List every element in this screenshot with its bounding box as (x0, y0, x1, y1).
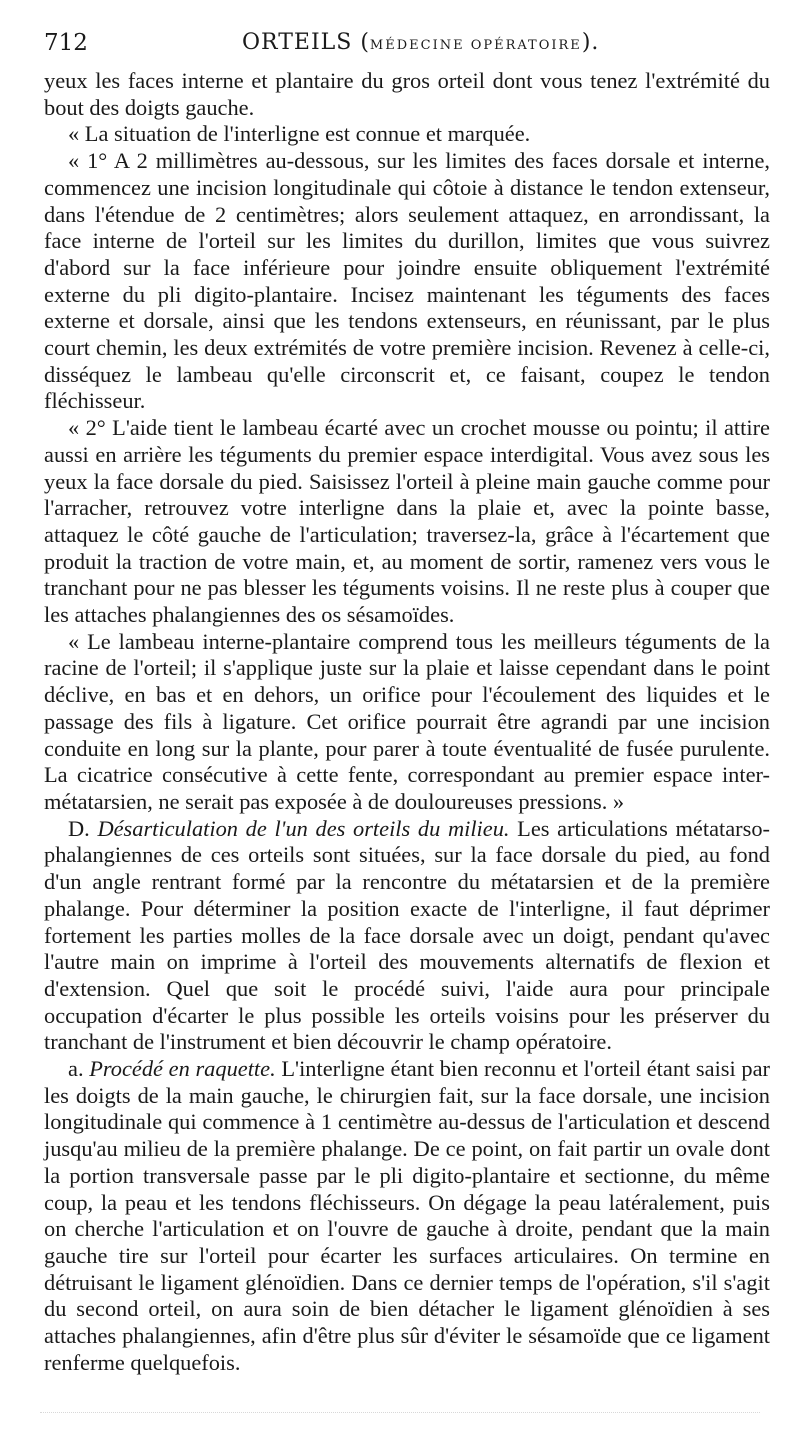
subsection-letter: a. (68, 1056, 90, 1082)
paragraph-continuation: yeux les faces interne et plantaire du gros orteil dont vous tenez l'extrémité du bout des doigts gauche. (44, 68, 770, 120)
paragraph: « 1° A 2 millimètres au-dessous, sur les limites des faces dorsale et interne, commencez une incision longitudinale qui côtoie à distance le tendon extenseur, dans l'étendue de 2 centimètres; alors seulement attaquez, en arrondissant, la face interne de l'orteil sur les limites du durillon, limites que vous suivrez d'abord sur la face inférieure pour joindre ensuite obliquement l'extrémité externe du pli digito-plantaire. Incisez maintenant les téguments des faces externe et dorsale, ainsi que les tendons extenseurs, en réunissant, par le plus court chemin, les deux extrémités de votre première incision. Revenez à celle-ci, disséquez le lambeau qu'elle circonscrit et, ce faisant, coupez le tendon fléchisseur. (44, 148, 770, 414)
subsection-paragraph (44, 1056, 770, 1376)
body-text (44, 68, 770, 1376)
running-title (242, 30, 599, 55)
running-title-open: ( (352, 30, 370, 55)
subsection-heading: Procédé en raquette. (89, 1056, 276, 1082)
subsection-text: L'interligne étant bien reconnu et l'orteil étant saisi par les doigts de la main gauche, le chirurgien fait, sur la face dorsale, une incision longitudinale qui commence à 1 centimètre au-dessus de l'articulation et descend jusqu'au milieu de la première phalange. De ce point, on fait partir un ovale dont la portion transversale passe par le pli digito-plantaire et sectionne, du même coup, la peau et les tendons fléchisseurs. On dégage la peau latéralement, puis on cherche l'articulation et on l'ouvre de gauche à droite, pendant que la main gauche tire sur l'orteil pour écarter les surfaces articulaires. On termine en détruisant le ligament glénoïdien. Dans ce dernier temps de l'opération, s'il s'agit du second orteil, on aura soin de bien détacher le ligament glénoïdien à ses attaches phalangiennes, afin d'être plus sûr d'éviter le sésamoïde que ce ligament renferme quelquefois. (44, 1056, 770, 1375)
section-letter: D. (68, 815, 98, 841)
paragraph: « Le lambeau interne-plantaire comprend tous les meilleurs téguments de la racine de l'orteil; il s'applique juste sur la plaie et laisse cependant dans le point déclive, en bas et en dehors, un orifice pour l'écoulement des liquides et le passage des fils à ligature. Cet orifice pourrait être agrandi par une incision conduite en long sur la plante, pour parer à toute éventualité de fusée purulente. La cicatrice consécutive à cette fente, correspondant au premier espace inter-métatarsien, ne serait pas exposée à de douloureuses pressions. » (44, 628, 770, 814)
running-title-main: ORTEILS (242, 30, 353, 55)
page-number: 712 (44, 30, 88, 56)
running-title-subtitle: MÉDECINE OPÉRATOIRE (369, 38, 582, 53)
running-title-close: ). (581, 30, 600, 55)
section-text: Les articulations métatarso-phalangiennes de ces orteils sont situées, sur la face dorsale du pied, au fond d'un angle rentrant formé par la rencontre du métatarsien et de la première phalange. Pour déterminer la position exacte de l'interligne, il faut déprimer fortement les parties molles de la face dorsale avec un doigt, pendant qu'avec l'autre main on imprime à l'orteil des mouvements alternatifs de flexion et d'extension. Quel que soit le procédé suivi, l'aide aura pour principale occupation d'écarter le plus possible les orteils voisins pour les préserver du tranchant de l'instrument et bien découvrir le champ opératoire. (44, 815, 770, 1055)
section-paragraph (44, 816, 770, 1056)
paragraph: « La situation de l'interligne est connue et marquée. (68, 121, 531, 147)
paragraph: « 2° L'aide tient le lambeau écarté avec un crochet mousse ou pointu; il attire aussi en arrière les téguments du premier espace interdigital. Vous avez sous les yeux la face dorsale du pied. Saisissez l'orteil à pleine main gauche comme pour l'arracher, retrouvez votre interligne dans la plaie et, avec la pointe basse, attaquez le côté gauche de l'articulation; traversez-la, grâce à l'écartement que produit la traction de votre main, et, au moment de sortir, ramenez vers vous le tranchant pour ne pas blesser les téguments voisins. Il ne reste plus à couper que les attaches phalangiennes des os sésamoïdes. (44, 415, 770, 628)
section-heading: Désarticulation de l'un des orteils du milieu. (97, 815, 510, 841)
page-header (44, 28, 770, 68)
book-page (44, 28, 770, 1376)
scan-bleed-line (40, 1412, 760, 1413)
